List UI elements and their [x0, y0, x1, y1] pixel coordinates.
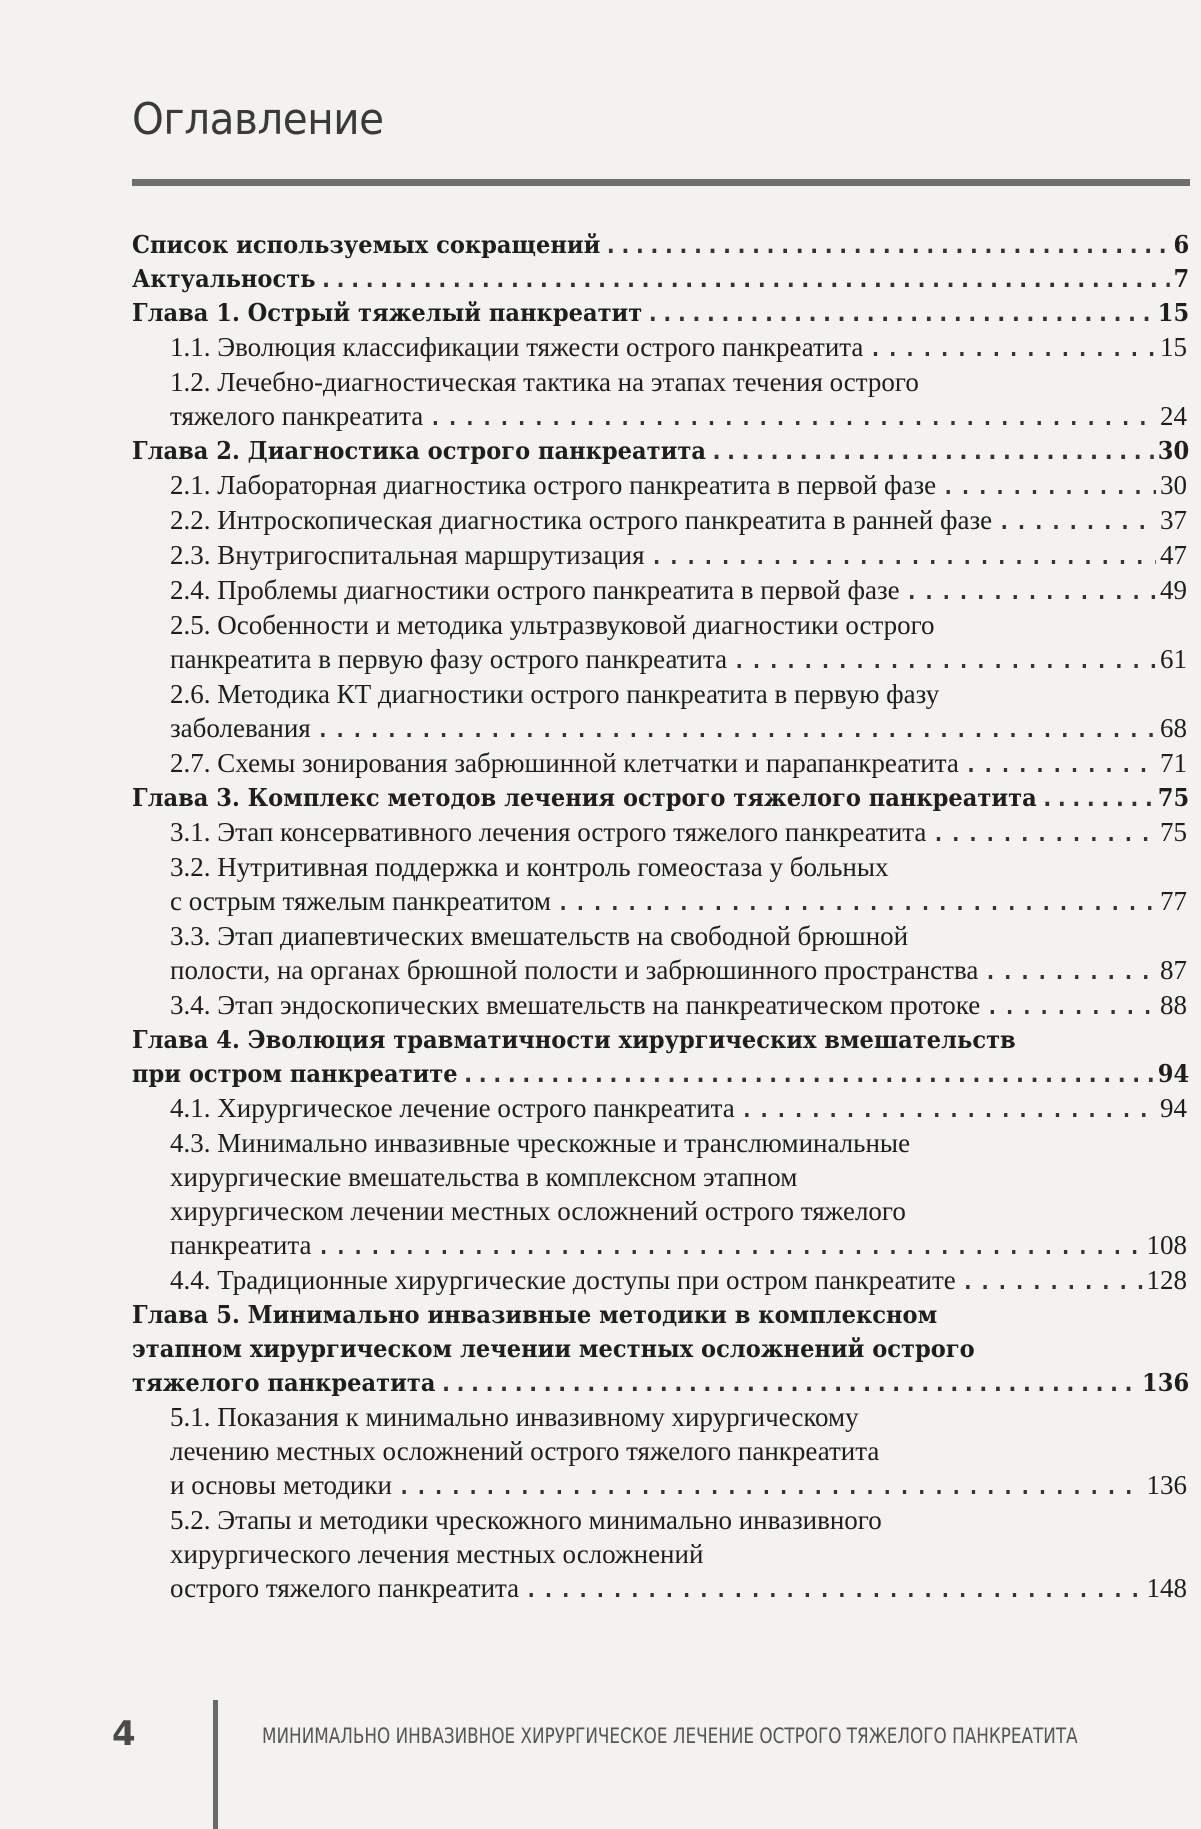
toc-page-number: 148 — [1146, 1573, 1187, 1603]
toc-page-number: 71 — [1160, 748, 1187, 778]
table-of-contents — [0, 228, 1201, 1606]
toc-page-number: 94 — [1160, 1093, 1187, 1123]
toc-line — [132, 434, 1189, 468]
toc-line — [170, 1400, 1187, 1434]
toc-line — [170, 919, 1187, 953]
toc-page-number: 7 — [1173, 264, 1190, 293]
toc-line — [170, 815, 1187, 850]
toc-entry-title: Список используемых сокращений — [132, 230, 601, 259]
toc-entry-title: панкреатита — [170, 1230, 312, 1260]
toc-line — [170, 608, 1187, 642]
toc-section-entry — [0, 919, 1201, 988]
toc-page-number: 30 — [1160, 470, 1187, 500]
toc-page-number: 136 — [1146, 1470, 1187, 1500]
toc-entry-title: Глава 4. Эволюция травматичности хирургических вмешательств — [132, 1025, 1016, 1054]
toc-chapter-entry — [0, 296, 1201, 330]
toc-line — [170, 573, 1187, 608]
toc-entry-title: тяжелого панкреатита — [132, 1368, 436, 1397]
toc-entry-title: 4.4. Традиционные хирургические доступы при остром панкреатите — [170, 1265, 956, 1295]
toc-entry-title: 2.3. Внутригоспитальная маршрутизация — [170, 540, 645, 570]
toc-line — [170, 1571, 1187, 1606]
toc-page-number: 47 — [1160, 540, 1187, 570]
toc-page-number: 94 — [1157, 1059, 1190, 1088]
toc-line — [170, 365, 1187, 399]
toc-line — [170, 677, 1187, 711]
toc-section-entry — [0, 608, 1201, 677]
dot-leader — [315, 1229, 1142, 1263]
toc-entry-title: лечению местных осложнений острого тяжелого панкреатита — [170, 1436, 880, 1466]
dot-leader — [646, 296, 1154, 330]
dot-leader — [731, 643, 1156, 677]
dot-leader — [319, 262, 1169, 296]
dot-leader — [963, 747, 1156, 781]
toc-chapter-entry — [0, 1298, 1201, 1400]
toc-page-number: 15 — [1157, 298, 1190, 327]
toc-section-entry — [0, 538, 1201, 573]
toc-entry-title: и основы методики — [170, 1470, 392, 1500]
dot-leader — [315, 712, 1156, 746]
dot-leader — [996, 504, 1156, 538]
toc-line — [170, 746, 1187, 781]
toc-page-number: 68 — [1160, 713, 1187, 743]
toc-page-number: 136 — [1142, 1368, 1190, 1397]
toc-entry-title: с острым тяжелым панкреатитом — [170, 886, 551, 916]
toc-section-entry — [0, 746, 1201, 781]
toc-line — [170, 399, 1187, 434]
toc-entry-title: 1.2. Лечебно-диагностическая тактика на этапах течения острого — [170, 367, 919, 397]
dot-leader — [984, 989, 1156, 1023]
toc-entry-title: 2.5. Особенности и методика ультразвуковой диагностики острого — [170, 610, 935, 640]
toc-entry-title: Актуальность — [132, 264, 316, 293]
toc-line — [132, 1023, 1189, 1057]
toc-line — [170, 642, 1187, 677]
toc-page-number: 49 — [1160, 575, 1187, 605]
toc-line — [170, 1434, 1187, 1468]
toc-line — [132, 296, 1189, 330]
dot-leader — [867, 331, 1156, 365]
toc-section-entry — [0, 330, 1201, 365]
title-divider — [132, 179, 1190, 186]
toc-line — [132, 1298, 1189, 1332]
toc-entry-title: 5.1. Показания к минимально инвазивному хирургическому — [170, 1402, 859, 1432]
toc-section-entry — [0, 677, 1201, 746]
toc-page-number: 6 — [1173, 230, 1190, 259]
toc-line — [170, 850, 1187, 884]
toc-entry-title: 4.3. Минимально инвазивные чрескожные и транслюминальные — [170, 1128, 911, 1158]
page-footer — [0, 1700, 1201, 1829]
dot-leader — [396, 1469, 1143, 1503]
toc-page-number: 61 — [1160, 644, 1187, 674]
toc-line — [170, 1537, 1187, 1571]
toc-page-number: 24 — [1160, 401, 1187, 431]
toc-line — [132, 1057, 1189, 1091]
toc-section-entry — [0, 1400, 1201, 1503]
toc-chapter-entry — [0, 228, 1201, 262]
dot-leader — [649, 539, 1156, 573]
dot-leader — [930, 816, 1156, 850]
toc-entry-title: хирургическом лечении местных осложнений острого тяжелого — [170, 1196, 906, 1226]
dot-leader — [940, 469, 1156, 503]
dot-leader — [604, 228, 1170, 262]
toc-entry-title: 2.1. Лабораторная диагностика острого панкреатита в первой фазе — [170, 470, 937, 500]
dot-leader — [555, 885, 1156, 919]
toc-page-number: 108 — [1146, 1230, 1187, 1260]
toc-entry-title: Глава 3. Комплекс методов лечения острого тяжелого панкреатита — [132, 783, 1037, 812]
toc-entry-title: Глава 5. Минимально инвазивные методики в комплексном — [132, 1300, 938, 1329]
toc-section-entry — [0, 988, 1201, 1023]
toc-entry-title: этапном хирургическом лечении местных осложнений острого — [132, 1334, 975, 1363]
toc-entry-title: панкреатита в первую фазу острого панкреатита — [170, 644, 728, 674]
dot-leader — [1040, 781, 1154, 815]
toc-line — [170, 884, 1187, 919]
toc-section-entry — [0, 1503, 1201, 1606]
toc-line — [170, 1228, 1187, 1263]
toc-entry-title: хирургического лечения местных осложнений — [170, 1539, 704, 1569]
toc-line — [170, 1160, 1187, 1194]
toc-entry-title: 2.2. Интроскопическая диагностика острого панкреатита в ранней фазе — [170, 505, 993, 535]
toc-page-number: 37 — [1160, 505, 1187, 535]
toc-page-number: 87 — [1160, 955, 1187, 985]
toc-line — [170, 330, 1187, 365]
dot-leader — [960, 1264, 1143, 1298]
toc-entry-title: 1.1. Эволюция классификации тяжести острого панкреатита — [170, 332, 864, 362]
toc-entry-title: острого тяжелого панкреатита — [170, 1573, 520, 1603]
toc-line — [170, 1194, 1187, 1228]
dot-leader — [461, 1057, 1154, 1091]
toc-section-entry — [0, 1126, 1201, 1263]
dot-leader — [739, 1092, 1156, 1126]
dot-leader — [427, 400, 1156, 434]
running-title: МИНИМАЛЬНО ИНВАЗИВНОЕ ХИРУРГИЧЕСКОЕ ЛЕЧЕНИЕ ОСТРОГО ТЯЖЕЛОГО ПАНКРЕАТИТА — [262, 1724, 1078, 1748]
toc-line — [170, 1263, 1187, 1298]
toc-section-entry — [0, 850, 1201, 919]
toc-line — [132, 781, 1189, 815]
toc-page-number: 75 — [1157, 783, 1190, 812]
toc-entry-title: 2.7. Схемы зонирования забрюшинной клетчатки и парапанкреатита — [170, 748, 959, 778]
toc-page-number: 30 — [1157, 436, 1190, 465]
toc-line — [170, 503, 1187, 538]
toc-entry-title: 2.6. Методика КТ диагностики острого панкреатита в первую фазу — [170, 679, 940, 709]
toc-line — [170, 1126, 1187, 1160]
toc-entry-title: Глава 1. Острый тяжелый панкреатит — [132, 298, 643, 327]
toc-page-number: 77 — [1160, 886, 1187, 916]
dot-leader — [904, 574, 1156, 608]
toc-entry-title: хирургические вмешательства в комплексном этапном — [170, 1162, 798, 1192]
toc-entry-title: тяжелого панкреатита — [170, 401, 424, 431]
dot-leader — [523, 1572, 1142, 1606]
toc-entry-title: при остром панкреатите — [132, 1059, 458, 1088]
toc-line — [132, 228, 1189, 262]
toc-entry-title: 3.3. Этап диапевтических вмешательств на свободной брюшной — [170, 921, 909, 951]
toc-section-entry — [0, 365, 1201, 434]
toc-chapter-entry — [0, 262, 1201, 296]
toc-section-entry — [0, 573, 1201, 608]
toc-line — [170, 538, 1187, 573]
toc-page-number: 128 — [1146, 1265, 1187, 1295]
toc-entry-title: Глава 2. Диагностика острого панкреатита — [132, 436, 706, 465]
toc-line — [170, 711, 1187, 746]
dot-leader — [710, 434, 1154, 468]
toc-entry-title: 3.1. Этап консервативного лечения острого тяжелого панкреатита — [170, 817, 927, 847]
toc-line — [170, 468, 1187, 503]
toc-section-entry — [0, 503, 1201, 538]
dot-leader — [439, 1366, 1138, 1400]
toc-section-entry — [0, 468, 1201, 503]
toc-entry-title: полости, на органах брюшной полости и забрюшинного пространства — [170, 955, 979, 985]
toc-line — [132, 1332, 1189, 1366]
toc-entry-title: 5.2. Этапы и методики чрескожного минимально инвазивного — [170, 1505, 882, 1535]
toc-line — [170, 953, 1187, 988]
toc-page-number: 88 — [1160, 990, 1187, 1020]
toc-line — [132, 1366, 1189, 1400]
page-title: Оглавление — [132, 94, 384, 145]
page-number: 4 — [112, 1714, 136, 1754]
toc-line — [132, 262, 1189, 296]
toc-section-entry — [0, 1091, 1201, 1126]
toc-chapter-entry — [0, 434, 1201, 468]
toc-page-number: 15 — [1160, 332, 1187, 362]
toc-entry-title: 3.2. Нутритивная поддержка и контроль гомеостаза у больных — [170, 852, 889, 882]
toc-chapter-entry — [0, 1023, 1201, 1091]
toc-section-entry — [0, 1263, 1201, 1298]
toc-line — [170, 1503, 1187, 1537]
toc-entry-title: 2.4. Проблемы диагностики острого панкреатита в первой фазе — [170, 575, 900, 605]
toc-entry-title: 4.1. Хирургическое лечение острого панкреатита — [170, 1093, 735, 1123]
toc-line — [170, 988, 1187, 1023]
toc-section-entry — [0, 815, 1201, 850]
toc-chapter-entry — [0, 781, 1201, 815]
toc-line — [170, 1091, 1187, 1126]
toc-page-number: 75 — [1160, 817, 1187, 847]
footer-divider — [213, 1700, 218, 1829]
toc-line — [170, 1468, 1187, 1503]
toc-entry-title: 3.4. Этап эндоскопических вмешательств на панкреатическом протоке — [170, 990, 981, 1020]
toc-entry-title: заболевания — [170, 713, 311, 743]
dot-leader — [982, 954, 1156, 988]
